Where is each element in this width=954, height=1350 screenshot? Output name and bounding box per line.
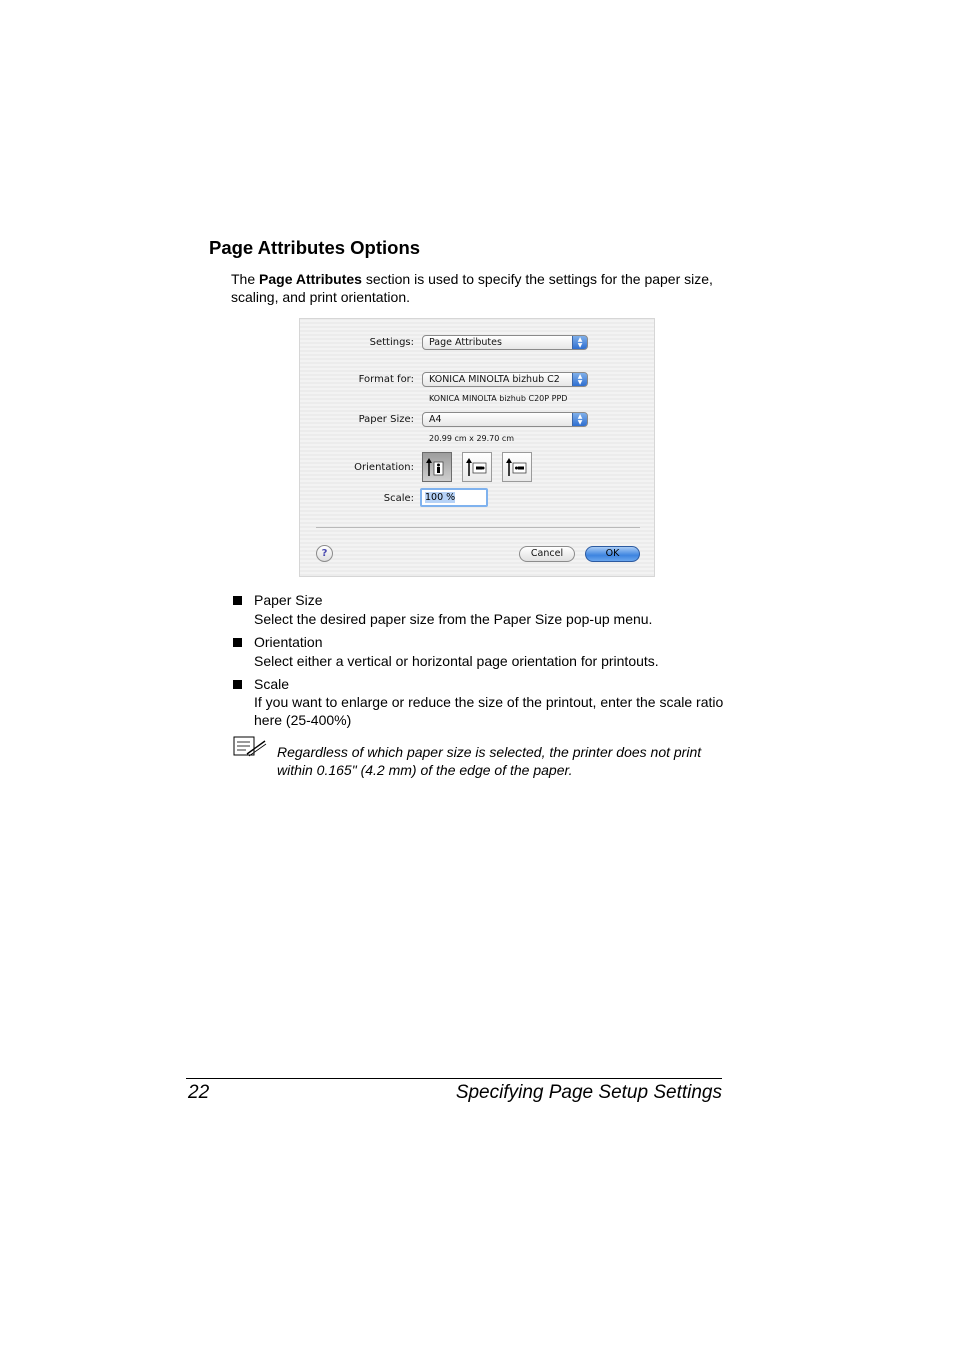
bullet-square-icon [233, 596, 242, 605]
bullet-square-icon [233, 680, 242, 689]
settings-popup-value: Page Attributes [429, 337, 502, 348]
popup-arrows-icon: ▲ ▼ [572, 412, 588, 427]
section-title: Page Attributes Options [209, 237, 421, 258]
settings-popup[interactable] [422, 335, 588, 350]
settings-label: Settings: [369, 337, 414, 348]
bullet-desc-orientation: Select either a vertical or horizontal page orientation for printouts. [254, 653, 659, 669]
orientation-landscape-button[interactable] [462, 452, 492, 482]
format-subtext: KONICA MINOLTA bizhub C20P PPD [429, 394, 568, 403]
paper-size-popup[interactable] [422, 412, 588, 427]
bullet-title-paper-size: Paper Size [254, 592, 323, 608]
paper-size-label: Paper Size: [358, 414, 414, 425]
bullet-desc-scale: If you want to enlarge or reduce the size of the printout, enter the scale ratio here (25-400%) [254, 694, 724, 728]
ok-button[interactable]: OK [585, 546, 640, 562]
popup-arrows-icon: ▲ ▼ [572, 372, 588, 387]
scale-input-value: 100 % [425, 492, 456, 503]
bullet-desc-paper-size: Select the desired paper size from the Paper Size pop-up menu. [254, 611, 653, 627]
note-pencil-icon [233, 736, 267, 758]
bullet-square-icon [233, 638, 242, 647]
landscape-icon [463, 453, 491, 481]
note-text: Regardless of which paper size is selected, the printer does not print within 0.165" (4.2 mm) of the edge of the paper. [277, 744, 702, 778]
intro-bold: Page Attributes [259, 271, 362, 287]
page-number: 22 [188, 1082, 210, 1103]
reverse-landscape-icon [503, 453, 531, 481]
intro-prefix: The [231, 271, 260, 287]
dialog-separator [316, 527, 640, 528]
help-button[interactable] [316, 545, 333, 562]
bullet-title-scale: Scale [254, 676, 290, 692]
help-icon: ? [321, 548, 328, 559]
popup-arrows-icon: ▲ ▼ [572, 335, 588, 350]
footer-rule [186, 1078, 722, 1079]
orientation-reverse-landscape-button[interactable] [502, 452, 532, 482]
cancel-button[interactable]: Cancel [519, 546, 575, 562]
format-popup-value: KONICA MINOLTA bizhub C2 [429, 374, 560, 385]
orientation-label: Orientation: [354, 462, 414, 473]
format-label: Format for: [358, 374, 414, 385]
portrait-icon [423, 453, 451, 481]
intro-suffix: section is used to specify the settings for the paper size, scaling, and print orientation. [231, 271, 713, 305]
intro-paragraph [231, 270, 721, 306]
paper-size-popup-value: A4 [429, 414, 442, 425]
chapter-title: Specifying Page Setup Settings [455, 1082, 722, 1103]
paper-size-subtext: 20.99 cm x 29.70 cm [429, 434, 515, 443]
bullet-title-orientation: Orientation [254, 634, 323, 650]
orientation-portrait-button[interactable] [422, 452, 452, 482]
scale-label: Scale: [383, 493, 414, 504]
page-setup-dialog [299, 318, 655, 577]
scale-input[interactable] [420, 488, 488, 507]
format-popup[interactable] [422, 372, 588, 387]
